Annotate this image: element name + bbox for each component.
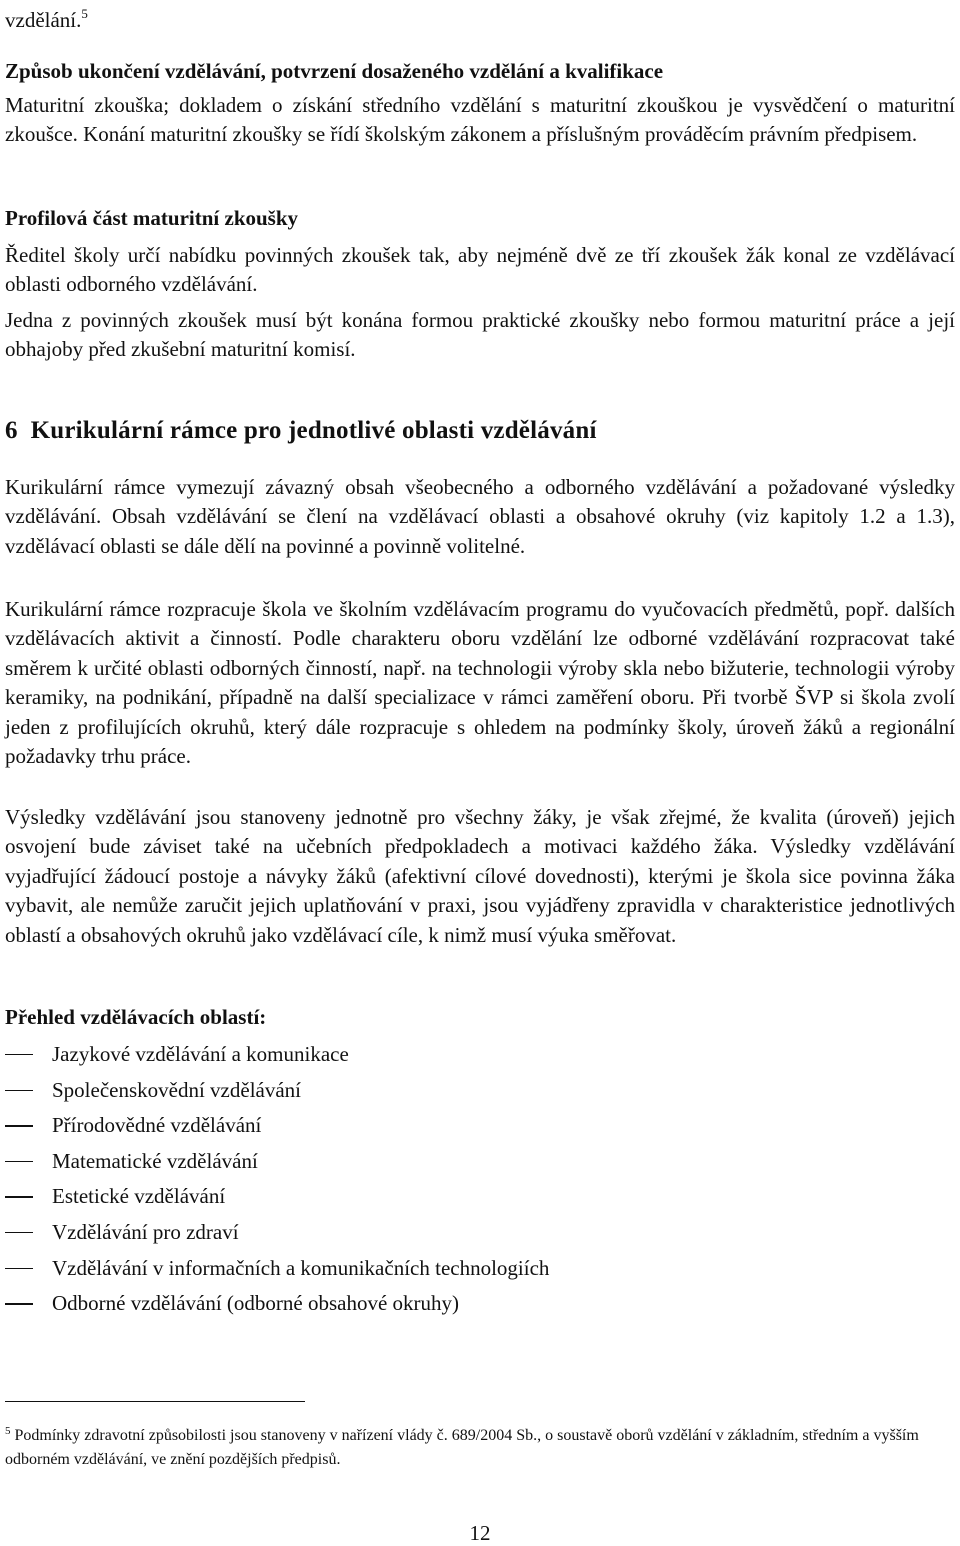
continued-text [5, 6, 88, 33]
overview-heading: Přehled vzdělávacích oblastí: [5, 1005, 267, 1029]
footnote-text: Podmínky zdravotní způsobilosti jsou stanoveny v nařízení vlády č. 689/2004 Sb., o soustavě oborů vzdělání v základním, středním a vyšším odborném vzdělávání, ve znění pozdějších předpisů. [5, 1427, 919, 1468]
continued-word: vzdělání. [5, 8, 82, 32]
paragraph-frameworks-3: Výsledky vzdělávání jsou stanoveny jednotně pro všechny žáky, je však zřejmé, že kvalita (úroveň) jejich osvojení bude záviset také na učebních předpokladech a motivaci každého žáka. Výsledky vzdělávání vyjadřující žádoucí postoje a návyky žáků (afektivní cílové dovednosti), kterými je škola sice povinna žáka vybavit, ale nemůže zaručit jejich uplatňování v praxi, jsou vyjádřeny zpravidla v charakteristice jednotlivých oblastí a obsahových okruhů jako vzdělávací cíle, k nimž musí výuka směřovat. [5, 805, 955, 947]
subheading-profile-part: Profilová část maturitní zkoušky [5, 206, 299, 230]
chapter-number: 6 [5, 417, 18, 444]
list-item: Jazykové vzdělávání a komunikace [5, 1040, 705, 1076]
paragraph-profile-2: Jedna z povinných zkoušek musí být konána formou praktické zkoušky nebo formou maturitní práce a její obhajoby před zkušební maturitní komisí. [5, 308, 955, 362]
list-item: Matematické vzdělávání [5, 1147, 705, 1183]
dash-bullet [5, 1303, 33, 1304]
paragraph-frameworks-1: Kurikulární rámce vymezují závazný obsah všeobecného a odborného vzdělávání a požadované výsledky vzdělávání. Obsah vzdělávání se člení na vzdělávací oblasti a obsahové okruhy (viz kapitoly 1.2 a 1.3), vzdělávací oblasti se dále dělí na povinné a povinně volitelné. [5, 475, 955, 558]
footnote [5, 1419, 955, 1472]
dash-bullet [5, 1125, 33, 1126]
dash-bullet [5, 1161, 33, 1162]
dash-bullet [5, 1196, 33, 1197]
list-item: Odborné vzdělávání (odborné obsahové okruhy) [5, 1289, 705, 1325]
paragraph-frameworks-2: Kurikulární rámce rozpracuje škola ve školním vzdělávacím programu do vyučovacích předmětů, popř. dalších vzdělávacích aktivit a činností. Podle charakteru oboru vzdělání lze odborné vzdělávání rozpracovat také směrem k určité oblasti odborných činností, např. na technologii výroby skla nebo bižuterie, technologii výroby keramiky, na podnikání, případně na další specializace v rámci zaměření oboru. Při tvorbě ŠVP si škola zvolí jeden z profilujících okruhů, který dále rozpracuje s ohledem na podmínky školy, úroveň žáků a regionální požadavky trhu práce. [5, 597, 955, 769]
list-item: Přírodovědné vzdělávání [5, 1111, 705, 1147]
list-item: Estetické vzdělávání [5, 1182, 705, 1218]
page-number: 12 [469, 1521, 491, 1545]
dash-bullet [5, 1232, 33, 1233]
footnote-number: 5 [5, 1425, 11, 1437]
list-item: Vzdělávání v informačních a komunikačních technologiích [5, 1254, 705, 1290]
dash-bullet [5, 1268, 33, 1269]
education-areas-list [5, 1040, 705, 1325]
paragraph-maturita: Maturitní zkouška; dokladem o získání středního vzdělání s maturitní zkouškou je vysvědčení o maturitní zkoušce. Konání maturitní zkoušky se řídí školským zákonem a příslušným prováděcím právním předpisem. [5, 93, 955, 147]
list-item: Společenskovědní vzdělávání [5, 1076, 705, 1112]
footnote-reference: 5 [81, 6, 88, 21]
chapter-title: Kurikulární rámce pro jednotlivé oblasti vzdělávání [30, 417, 597, 444]
dash-bullet [5, 1054, 33, 1055]
chapter-heading [5, 417, 597, 445]
list-item: Vzdělávání pro zdraví [5, 1218, 705, 1254]
dash-bullet [5, 1090, 33, 1091]
paragraph-profile-1: Ředitel školy určí nabídku povinných zkoušek tak, aby nejméně dvě ze tří zkoušek žák konal ze vzdělávací oblasti odborného vzdělávání. [5, 243, 955, 297]
footnote-separator [5, 1401, 305, 1402]
section-heading-completion: Způsob ukončení vzdělávání, potvrzení dosaženého vzdělání a kvalifikace [5, 59, 664, 83]
